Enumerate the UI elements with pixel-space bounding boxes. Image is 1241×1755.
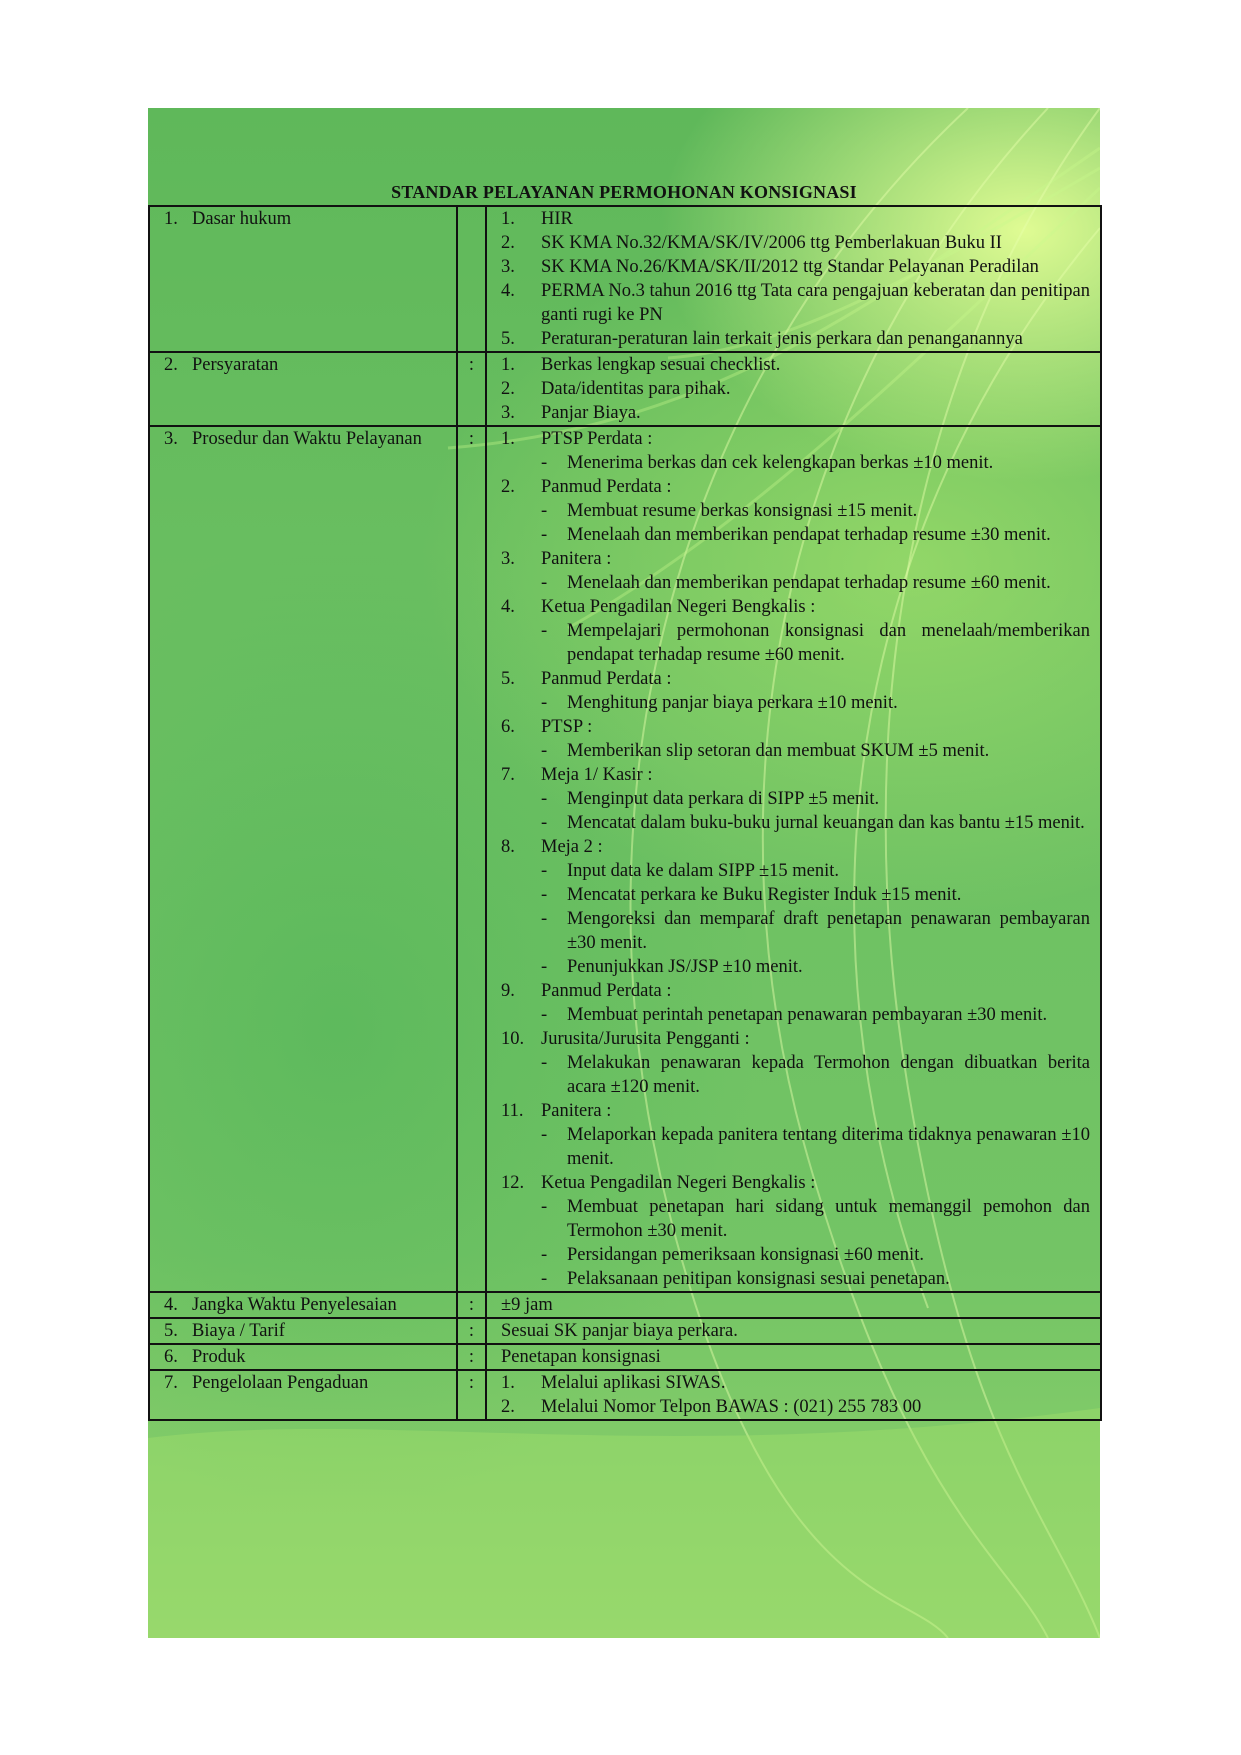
procedure-step-number: 3. bbox=[501, 549, 515, 569]
procedure-step-number: 5. bbox=[501, 669, 515, 689]
procedure-substep bbox=[487, 523, 1090, 547]
procedure-step-title: Ketua Pengadilan Negeri Bengkalis : bbox=[541, 1173, 816, 1193]
procedure-substep-text: Menginput data perkara di SIPP ±5 menit. bbox=[567, 789, 880, 809]
procedure-substep bbox=[487, 955, 1090, 979]
row-content-cell bbox=[486, 426, 1101, 1292]
procedure-substep bbox=[487, 499, 1090, 523]
bullet-dash: - bbox=[541, 1269, 548, 1289]
separator-cell: : bbox=[457, 426, 486, 1292]
procedure-step-number: 6. bbox=[501, 717, 515, 737]
row-label bbox=[150, 353, 456, 377]
procedure-step-title: PTSP Perdata : bbox=[541, 429, 653, 449]
list-item bbox=[487, 279, 1090, 327]
table-row bbox=[149, 206, 1101, 352]
bullet-dash: - bbox=[541, 621, 548, 641]
row-number: 5. bbox=[164, 1321, 178, 1341]
bullet-dash: - bbox=[541, 861, 548, 881]
procedure-step bbox=[487, 835, 1090, 859]
row-number: 6. bbox=[164, 1347, 178, 1367]
row-value: Penetapan konsignasi bbox=[501, 1347, 661, 1367]
procedure-step bbox=[487, 475, 1090, 499]
row-content-cell bbox=[486, 1292, 1101, 1318]
row-content-cell bbox=[486, 1344, 1101, 1370]
list-item-number: 3. bbox=[501, 403, 515, 423]
procedure-substep bbox=[487, 1051, 1090, 1099]
procedure-substep bbox=[487, 571, 1090, 595]
list-item bbox=[487, 1371, 1090, 1395]
list-item-number: 2. bbox=[501, 233, 515, 253]
separator-cell bbox=[457, 206, 486, 352]
bullet-dash: - bbox=[541, 573, 548, 593]
procedure-substep bbox=[487, 1267, 1090, 1291]
procedure-step bbox=[487, 427, 1090, 451]
procedure-step-title: PTSP : bbox=[541, 717, 593, 737]
table-row bbox=[149, 352, 1101, 426]
list-item-number: 1. bbox=[501, 209, 515, 229]
procedure-substep-text: Menghitung panjar biaya perkara ±10 menit. bbox=[567, 693, 898, 713]
list-item-text: SK KMA No.32/KMA/SK/IV/2006 ttg Pemberlakuan Buku II bbox=[541, 233, 1002, 253]
procedure-substep-text: Memberikan slip setoran dan membuat SKUM ±5 menit. bbox=[567, 741, 990, 761]
row-label-cell bbox=[149, 206, 457, 352]
row-label bbox=[150, 1319, 456, 1343]
row-label-text: Pengelolaan Pengaduan bbox=[192, 1373, 369, 1393]
bullet-dash: - bbox=[541, 1053, 548, 1073]
procedure-substep-text: Menelaah dan memberikan pendapat terhadap resume ±60 menit. bbox=[567, 573, 1051, 593]
row-number: 1. bbox=[164, 209, 178, 229]
list-item-number: 3. bbox=[501, 257, 515, 277]
procedure-substep-text: Mengoreksi dan memparaf draft penetapan penawaran pembayaran ±30 menit. bbox=[567, 909, 1090, 953]
procedure-substep-text: Penunjukkan JS/JSP ±10 menit. bbox=[567, 957, 803, 977]
row-number: 2. bbox=[164, 355, 178, 375]
list-item-text: Melalui aplikasi SIWAS. bbox=[541, 1373, 726, 1393]
row-label-cell bbox=[149, 352, 457, 426]
bullet-dash: - bbox=[541, 957, 548, 977]
table-row bbox=[149, 1344, 1101, 1370]
procedure-substep bbox=[487, 451, 1090, 475]
table-row bbox=[149, 1318, 1101, 1344]
row-number: 7. bbox=[164, 1373, 178, 1393]
list-item-number: 1. bbox=[501, 1373, 515, 1393]
row-label bbox=[150, 207, 456, 231]
procedure-step bbox=[487, 715, 1090, 739]
list-item-text: SK KMA No.26/KMA/SK/II/2012 ttg Standar Pelayanan Peradilan bbox=[541, 257, 1039, 277]
list-item bbox=[487, 327, 1090, 351]
row-value: ±9 jam bbox=[501, 1295, 553, 1315]
row-label-cell bbox=[149, 1318, 457, 1344]
row-label bbox=[150, 1345, 456, 1369]
separator-cell: : bbox=[457, 352, 486, 426]
row-label bbox=[150, 1371, 456, 1395]
list-item bbox=[487, 377, 1090, 401]
list-item-number: 1. bbox=[501, 355, 515, 375]
separator-cell: : bbox=[457, 1370, 486, 1420]
list-item-text: Melalui Nomor Telpon BAWAS : (021) 255 783 00 bbox=[541, 1397, 922, 1417]
table-row bbox=[149, 1292, 1101, 1318]
row-label-text: Jangka Waktu Penyelesaian bbox=[192, 1295, 397, 1315]
separator-cell: : bbox=[457, 1318, 486, 1344]
procedure-step-number: 4. bbox=[501, 597, 515, 617]
row-label-text: Biaya / Tarif bbox=[192, 1321, 285, 1341]
procedure-step-number: 9. bbox=[501, 981, 515, 1001]
procedure-step-title: Panmud Perdata : bbox=[541, 669, 672, 689]
row-label-cell bbox=[149, 1344, 457, 1370]
procedure-substep bbox=[487, 739, 1090, 763]
procedure-substep bbox=[487, 691, 1090, 715]
bullet-dash: - bbox=[541, 885, 548, 905]
list-item-text: Panjar Biaya. bbox=[541, 403, 641, 423]
procedure-substep-text: Menelaah dan memberikan pendapat terhadap resume ±30 menit. bbox=[567, 525, 1051, 545]
row-content-cell bbox=[486, 206, 1101, 352]
list-item bbox=[487, 401, 1090, 425]
row-label-cell bbox=[149, 426, 457, 1292]
procedure-substep-text: Mencatat perkara ke Buku Register Induk ±15 menit. bbox=[567, 885, 962, 905]
list-item-number: 5. bbox=[501, 329, 515, 349]
procedure-step-number: 11. bbox=[501, 1101, 524, 1121]
procedure-step-title: Panitera : bbox=[541, 1101, 612, 1121]
bullet-dash: - bbox=[541, 1005, 548, 1025]
row-value: Sesuai SK panjar biaya perkara. bbox=[501, 1321, 738, 1341]
procedure-substep bbox=[487, 1003, 1090, 1027]
list-item-text: Berkas lengkap sesuai checklist. bbox=[541, 355, 781, 375]
procedure-step bbox=[487, 1027, 1090, 1051]
list-item-text: HIR bbox=[541, 209, 573, 229]
procedure-step-number: 2. bbox=[501, 477, 515, 497]
separator-cell: : bbox=[457, 1344, 486, 1370]
procedure-substep-text: Membuat resume berkas konsignasi ±15 menit. bbox=[567, 501, 918, 521]
document-title: STANDAR PELAYANAN PERMOHONAN KONSIGNASI bbox=[391, 182, 857, 202]
row-content-cell bbox=[486, 1370, 1101, 1420]
row-label-text: Dasar hukum bbox=[192, 209, 292, 229]
row-label-text: Prosedur dan Waktu Pelayanan bbox=[192, 429, 422, 449]
separator-cell: : bbox=[457, 1292, 486, 1318]
procedure-step-title: Panmud Perdata : bbox=[541, 477, 672, 497]
bullet-dash: - bbox=[541, 1125, 548, 1145]
list-item-text: Data/identitas para pihak. bbox=[541, 379, 731, 399]
list-item bbox=[487, 1395, 1090, 1419]
list-item-number: 2. bbox=[501, 379, 515, 399]
procedure-step bbox=[487, 979, 1090, 1003]
procedure-substep-text: Pelaksanaan penitipan konsignasi sesuai penetapan. bbox=[567, 1269, 950, 1289]
row-label-text: Produk bbox=[192, 1347, 246, 1367]
bullet-dash: - bbox=[541, 693, 548, 713]
procedure-step bbox=[487, 763, 1090, 787]
procedure-substep bbox=[487, 859, 1090, 883]
procedure-step-title: Panmud Perdata : bbox=[541, 981, 672, 1001]
procedure-substep bbox=[487, 907, 1090, 955]
procedure-step bbox=[487, 547, 1090, 571]
list-item bbox=[487, 353, 1090, 377]
procedure-substep bbox=[487, 811, 1090, 835]
procedure-substep bbox=[487, 1195, 1090, 1243]
procedure-substep bbox=[487, 883, 1090, 907]
procedure-step-title: Jurusita/Jurusita Pengganti : bbox=[541, 1029, 750, 1049]
procedure-step-title: Panitera : bbox=[541, 549, 612, 569]
table-row bbox=[149, 1370, 1101, 1420]
row-label bbox=[150, 427, 456, 451]
list-item bbox=[487, 255, 1090, 279]
procedure-step-title: Meja 1/ Kasir : bbox=[541, 765, 653, 785]
procedure-substep bbox=[487, 619, 1090, 667]
procedure-step-title: Ketua Pengadilan Negeri Bengkalis : bbox=[541, 597, 816, 617]
list-item-number: 2. bbox=[501, 1397, 515, 1417]
bullet-dash: - bbox=[541, 741, 548, 761]
row-content-cell bbox=[486, 1318, 1101, 1344]
service-standard-table bbox=[148, 205, 1102, 1421]
procedure-substep-text: Mencatat dalam buku-buku jurnal keuangan dan kas bantu ±15 menit. bbox=[567, 813, 1085, 833]
procedure-step bbox=[487, 1171, 1090, 1195]
row-label-cell bbox=[149, 1370, 457, 1420]
procedure-step-number: 7. bbox=[501, 765, 515, 785]
list-item-number: 4. bbox=[501, 281, 515, 301]
list-item bbox=[487, 207, 1090, 231]
row-label bbox=[150, 1293, 456, 1317]
row-content-cell bbox=[486, 352, 1101, 426]
row-number: 4. bbox=[164, 1295, 178, 1315]
procedure-substep-text: Membuat perintah penetapan penawaran pembayaran ±30 menit. bbox=[567, 1005, 1048, 1025]
list-item-text: Peraturan-peraturan lain terkait jenis perkara dan penanganannya bbox=[541, 329, 1023, 349]
bullet-dash: - bbox=[541, 789, 548, 809]
procedure-substep bbox=[487, 1123, 1090, 1171]
procedure-step-number: 12. bbox=[501, 1173, 525, 1193]
table-row bbox=[149, 426, 1101, 1292]
document-page bbox=[148, 108, 1100, 1638]
list-item bbox=[487, 231, 1090, 255]
bullet-dash: - bbox=[541, 525, 548, 545]
procedure-step-number: 8. bbox=[501, 837, 515, 857]
row-label-text: Persyaratan bbox=[192, 355, 279, 375]
bullet-dash: - bbox=[541, 453, 548, 473]
procedure-substep-text: Menerima berkas dan cek kelengkapan berkas ±10 menit. bbox=[567, 453, 994, 473]
procedure-step bbox=[487, 595, 1090, 619]
bullet-dash: - bbox=[541, 1245, 548, 1265]
list-item-text: PERMA No.3 tahun 2016 ttg Tata cara pengajuan keberatan dan penitipan ganti rugi ke PN bbox=[541, 281, 1090, 325]
procedure-substep-text: Melakukan penawaran kepada Termohon dengan dibuatkan berita acara ±120 menit. bbox=[567, 1053, 1090, 1097]
procedure-substep-text: Input data ke dalam SIPP ±15 menit. bbox=[567, 861, 840, 881]
procedure-substep bbox=[487, 1243, 1090, 1267]
procedure-substep bbox=[487, 787, 1090, 811]
row-label-cell bbox=[149, 1292, 457, 1318]
procedure-substep-text: Membuat penetapan hari sidang untuk memanggil pemohon dan Termohon ±30 menit. bbox=[567, 1197, 1090, 1241]
bullet-dash: - bbox=[541, 1197, 548, 1217]
procedure-substep-text: Melaporkan kepada panitera tentang diterima tidaknya penawaran ±10 menit. bbox=[567, 1125, 1090, 1169]
bullet-dash: - bbox=[541, 501, 548, 521]
procedure-step bbox=[487, 667, 1090, 691]
bullet-dash: - bbox=[541, 909, 548, 929]
procedure-step bbox=[487, 1099, 1090, 1123]
bullet-dash: - bbox=[541, 813, 548, 833]
procedure-substep-text: Persidangan pemeriksaan konsignasi ±60 menit. bbox=[567, 1245, 924, 1265]
procedure-step-number: 10. bbox=[501, 1029, 525, 1049]
procedure-step-number: 1. bbox=[501, 429, 515, 449]
procedure-substep-text: Mempelajari permohonan konsignasi dan menelaah/memberikan pendapat terhadap resume ±60 menit. bbox=[567, 621, 1090, 665]
procedure-step-title: Meja 2 : bbox=[541, 837, 603, 857]
row-number: 3. bbox=[164, 429, 178, 449]
